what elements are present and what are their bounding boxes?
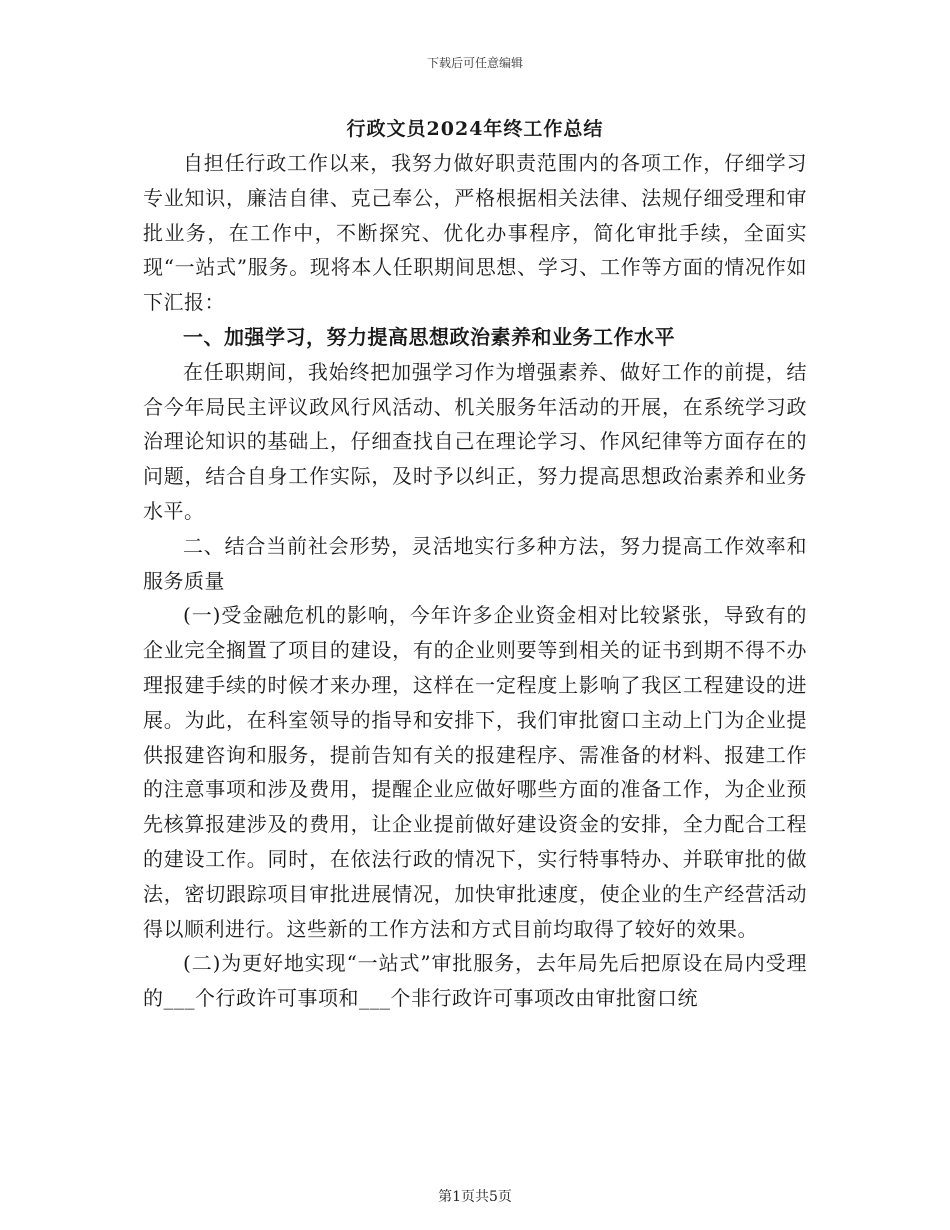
document-body <box>143 146 807 1016</box>
document-title: 行政文员2024年终工作总结 <box>346 118 604 140</box>
header-note: 下载后可任意编辑 <box>426 56 523 70</box>
section-heading-2: 二、结合当前社会形势，灵活地实行多种方法，努力提高工作效率和服务质量 <box>143 533 807 593</box>
page-indicator: 第1页共5页 <box>438 1189 512 1205</box>
paragraph-study: 在任职期间，我始终把加强学习作为增强素养、做好工作的前提，结合今年局民主评议政风行风活动、机关服务年活动的开展，在系统学习政治理论知识的基础上，仔细查找自己在理论学习、作风纪律等方面存在的问题，结合自身工作实际，及时予以纠正，努力提高思想政治素养和业务水平。 <box>143 359 807 523</box>
paragraph-intro: 自担任行政工作以来，我努力做好职责范围内的各项工作，仔细学习专业知识，廉洁自律、克己奉公，严格根据相关法律、法规仔细受理和审批业务，在工作中，不断探究、优化办事程序，简化审批手续，全面实现“一站式”服务。现将本人任职期间思想、学习、工作等方面的情况作如下汇报： <box>143 151 807 315</box>
paragraph-item-1: (一)受金融危机的影响，今年许多企业资金相对比较紧张，导致有的企业完全搁置了项目的建设，有的企业则要等到相关的证书到期不得不办理报建手续的时候才来办理，这样在一定程度上影响了我区工程建设的进展。为此，在科室领导的指导和安排下，我们审批窗口主动上门为企业提供报建咨询和服务，提前告知有关的报建程序、需准备的材料、报建工作的注意事项和涉及费用，提醒企业应做好哪些方面的准备工作，为企业预先核算报建涉及的费用，让企业提前做好建设资金的安排，全力配合工程的建设工作。同时，在依法行政的情况下，实行特事特办、并联审批的做法，密切跟踪项目审批进展情况，加快审批速度，使企业的生产经营活动得以顺利进行。这些新的工作方法和方式目前均取得了较好的效果。 <box>143 603 807 941</box>
section-heading-1: 一、加强学习，努力提高思想政治素养和业务工作水平 <box>183 324 675 349</box>
paragraph-item-2: (二)为更好地实现“一站式”审批服务，去年局先后把原设在局内受理的___个行政许可事项和___个非行政许可事项改由审批窗口统 <box>143 951 807 1011</box>
